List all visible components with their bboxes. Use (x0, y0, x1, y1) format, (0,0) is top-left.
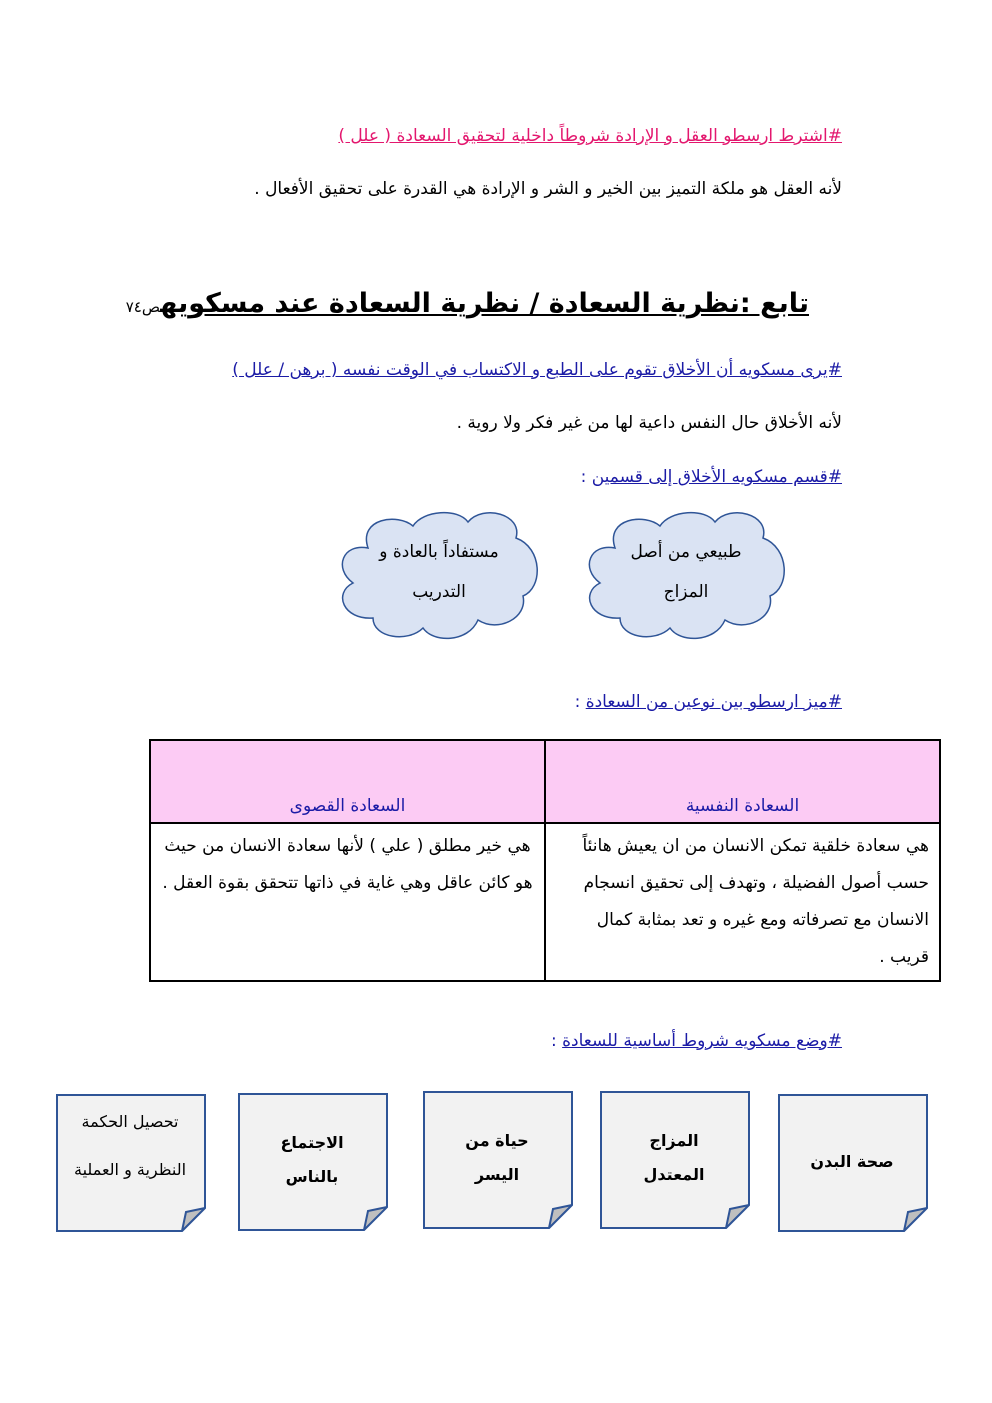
note-line1: المزاج (649, 1131, 699, 1150)
heading-text: #قسم مسكويه الأخلاق إلى قسمين (591, 467, 842, 487)
header-ultimate-happiness: السعادة القصوى (150, 740, 545, 823)
note-line2: اليسر (474, 1165, 520, 1184)
cloud-line2: المزاج (663, 582, 709, 602)
cloud-natural (585, 508, 787, 640)
note-line1: حياة من (465, 1131, 529, 1150)
heading-text: #وضع مسكويه شروط أساسية للسعادة (562, 1031, 842, 1051)
question-miskawayh-ethics: #يرى مسكويه أن الأخلاق تقوم على الطبع و الاكتساب في الوقت نفسه ( برهن / علل ) (232, 360, 842, 380)
heading-colon: : (550, 1031, 563, 1051)
heading-ethics-division (581, 467, 842, 487)
note-line2: النظرية و العملية (73, 1160, 187, 1179)
folded-page-icon (423, 1091, 573, 1229)
note-line1: صحة البدن (810, 1152, 894, 1171)
cloud-line1: طبيعي من أصل (630, 542, 742, 562)
note-line2: المعتدل (643, 1165, 705, 1184)
cloud-line1: مستفاداً بالعادة و (379, 542, 499, 562)
title-text: تابع :نظرية السعادة / نظرية السعادة عند مسكويه (160, 288, 809, 319)
heading-text: #ميز ارسطو بين نوعين من السعادة (585, 692, 842, 712)
folded-page-icon (600, 1091, 750, 1229)
note-line1: تحصيل الحكمة (81, 1112, 179, 1131)
cell-psychological-happiness: هي سعادة خلقية تمكن الانسان من ان يعيش هانئاً حسب أصول الفضيلة ، وتهدف إلى تحقيق انسجام الانسان مع تصرفاته ومع غيره و تعد بمثابة كمال قريب . (545, 823, 940, 981)
condition-note (238, 1093, 386, 1227)
page-reference: ص٧٤ (125, 298, 161, 316)
condition-note (423, 1091, 571, 1225)
cell-ultimate-happiness: هي خير مطلق ( علي ) لأنها سعادة الانسان من حيث هو كائن عاقل وهي غاية في ذاتها تتحقق بقوة العقل . (150, 823, 545, 981)
cloud-acquired (338, 508, 540, 640)
heading-happiness-conditions (551, 1031, 842, 1051)
condition-note (600, 1091, 748, 1225)
heading-colon: : (580, 467, 592, 487)
answer-aristotle-conditions: لأنه العقل هو ملكة التميز بين الخير و الشر و الإرادة هي القدرة على تحقيق الأفعال . (254, 179, 842, 199)
note-line1: الاجتماع (280, 1133, 344, 1152)
note-line2: بالناس (285, 1167, 339, 1186)
folded-page-icon (238, 1093, 388, 1231)
heading-colon: : (574, 692, 586, 712)
happiness-types-table (149, 739, 941, 982)
heading-happiness-types (575, 692, 842, 712)
answer-miskawayh-ethics: لأنه الأخلاق حال النفس داعية لها من غير فكر ولا روية . (456, 413, 842, 433)
question-aristotle-conditions: #اشترط ارسطو العقل و الإرادة شروطاً داخلية لتحقيق السعادة ( علل ) (338, 126, 842, 146)
condition-note (778, 1094, 926, 1228)
header-psychological-happiness: السعادة النفسية (545, 740, 940, 823)
page-title (126, 288, 809, 319)
condition-note (56, 1094, 204, 1228)
cloud-line2: التدريب (412, 582, 466, 602)
